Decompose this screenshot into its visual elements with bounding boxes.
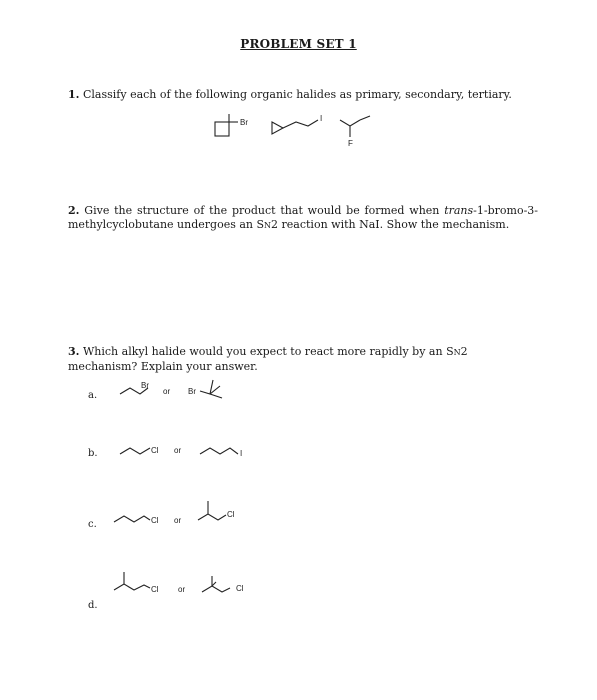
part-c-structures (112, 498, 272, 530)
question-2-sub: N (264, 221, 272, 230)
question-3-number: 3. (68, 345, 80, 358)
question-1 (68, 88, 512, 102)
question-3-sub: N (453, 348, 461, 357)
part-a-label: a. (88, 390, 98, 401)
label-cl-c2: Cl (227, 510, 235, 519)
part-c-label: c. (88, 519, 97, 530)
label-i-b: I (240, 449, 243, 458)
question-2 (68, 204, 538, 233)
question-1-text: Classify each of the following organic halides as primary, secondary, tertiary. (82, 88, 512, 101)
page-title: PROBLEM SET 1 (240, 37, 357, 51)
question-2-text-c: 2 reaction with NaI. Show the mechanism. (271, 218, 510, 231)
part-d-label: d. (88, 600, 98, 611)
part-b-structures (118, 440, 278, 465)
question-3-text-b: 2 mechanism? Explain your answer. (68, 345, 468, 373)
question-3 (68, 345, 538, 374)
tert-fluoride-structure (336, 112, 386, 152)
question-2-number: 2. (68, 204, 80, 217)
label-br-a2: Br (188, 387, 196, 396)
label-f: F (348, 139, 353, 148)
label-cl-b: Cl (151, 446, 159, 455)
label-cl-c1: Cl (151, 516, 159, 525)
question-2-trans: trans (444, 204, 474, 217)
question-2-text-b: -1-bromo-3-methylcyclobutane undergoes an S (68, 204, 538, 231)
part-d-structures (112, 572, 272, 604)
label-i-1: I (320, 114, 323, 123)
question-2-text-a: Give the structure of the product that would be formed when (84, 204, 445, 217)
or-a: or (163, 387, 171, 396)
part-a-structures (118, 378, 238, 408)
cyclopropyl-iodide-structure (268, 112, 328, 142)
label-br-a1: Br (141, 381, 149, 390)
label-br-1: Br (240, 118, 248, 127)
question-3-text-a: Which alkyl halide would you expect to react more rapidly by an S (82, 345, 454, 358)
question-1-number: 1. (68, 88, 80, 101)
part-b-label: b. (88, 448, 98, 459)
or-d: or (178, 585, 186, 594)
label-cl-d1: Cl (151, 585, 159, 594)
or-b: or (174, 446, 182, 455)
or-c: or (174, 516, 182, 525)
label-cl-d2: Cl (236, 584, 244, 593)
cyclobutyl-bromide-structure (210, 112, 270, 142)
